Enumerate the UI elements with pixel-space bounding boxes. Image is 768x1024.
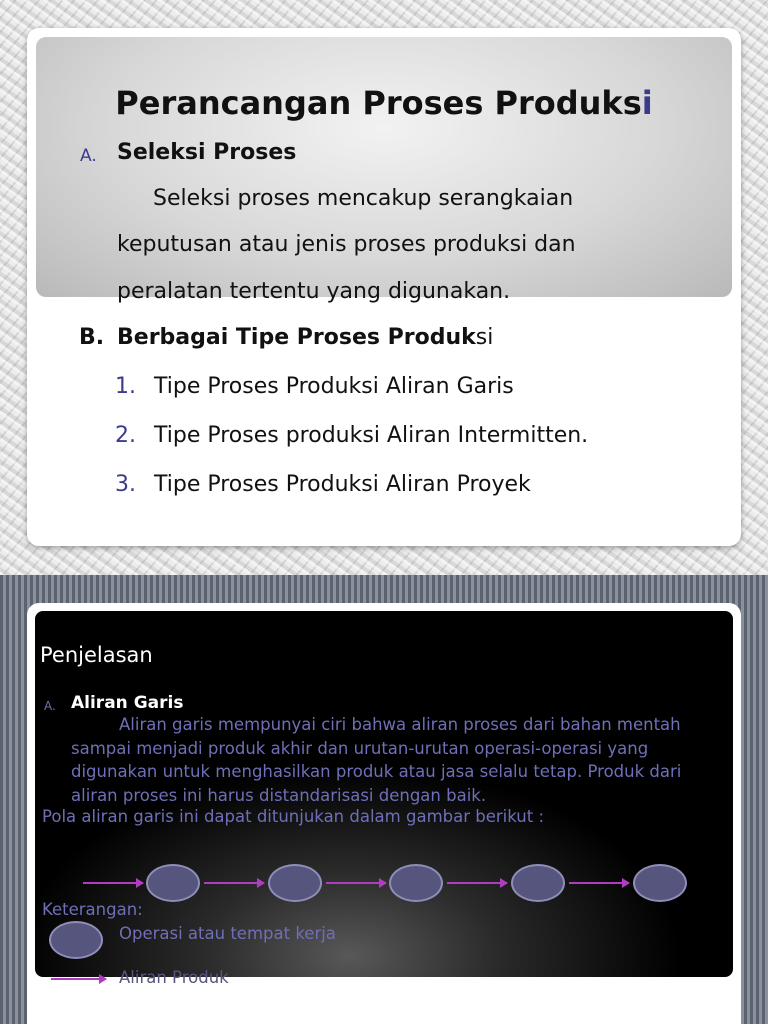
operation-circle-3 <box>389 864 443 902</box>
section-a-line-2: keputusan atau jenis proses produksi dan <box>117 232 576 257</box>
slide-2-section-a-letter: A. <box>44 699 56 713</box>
legend-operation-label: Operasi atau tempat kerja <box>119 924 336 943</box>
list-item-2-text: Tipe Proses produksi Aliran Intermitten. <box>154 423 589 448</box>
slide-2-section-a-heading: Aliran Garis <box>71 693 184 713</box>
legend-title: Keterangan: <box>42 900 143 919</box>
section-a-heading: Seleksi Proses <box>117 140 297 165</box>
slide-1-title-main: Perancangan Proses Produks <box>115 84 642 122</box>
paragraph-line-4: aliran proses ini harus distandarisasi dengan baik. <box>71 785 487 805</box>
legend-operation-circle <box>49 921 103 959</box>
paragraph-line-3: digunakan untuk menghasilkan produk atau jasa selalu tetap. Produk dari <box>71 762 682 781</box>
paragraph-line-1: Aliran garis mempunyai ciri bahwa aliran proses dari bahan mentah <box>119 715 681 734</box>
flow-arrow-2 <box>204 882 264 884</box>
slide-1-title <box>27 84 741 122</box>
section-b-letter: B. <box>79 325 105 350</box>
slide-2-title: Penjelasan <box>40 643 153 667</box>
slide-1-header-band <box>36 37 732 297</box>
flow-arrow-1 <box>83 882 143 884</box>
list-item-2-number: 2. <box>115 423 136 448</box>
operation-circle-5 <box>633 864 687 902</box>
section-a-line-1: Seleksi proses mencakup serangkaian <box>153 186 574 211</box>
flow-arrow-4 <box>447 882 507 884</box>
list-item-1-text: Tipe Proses Produksi Aliran Garis <box>154 374 514 399</box>
flow-arrow-5 <box>569 882 629 884</box>
list-item-1-number: 1. <box>115 374 136 399</box>
slide-1 <box>27 28 741 546</box>
pattern-caption: Pola aliran garis ini dapat ditunjukan dalam gambar berikut : <box>42 807 545 826</box>
operation-circle-2 <box>268 864 322 902</box>
section-b-heading-bold: Berbagai Tipe Proses Produk <box>117 325 476 350</box>
section-b-heading-rest: si <box>475 325 494 350</box>
section-a-line-3: peralatan tertentu yang digunakan. <box>117 279 511 304</box>
list-item-3-text: Tipe Proses Produksi Aliran Proyek <box>154 472 531 497</box>
slide-1-title-last: i <box>641 84 653 122</box>
section-b-heading <box>117 325 493 350</box>
paragraph-line-2: sampai menjadi produk akhir dan urutan-urutan operasi-operasi yang <box>71 738 649 758</box>
legend-flow-arrow <box>51 978 106 980</box>
flow-arrow-3 <box>326 882 386 884</box>
slide-2-paragraph <box>71 713 681 807</box>
section-a-letter: A. <box>80 146 97 166</box>
legend-flow-label: Aliran Produk <box>119 968 229 987</box>
operation-circle-4 <box>511 864 565 902</box>
operation-circle-1 <box>146 864 200 902</box>
list-item-3-number: 3. <box>115 472 136 497</box>
